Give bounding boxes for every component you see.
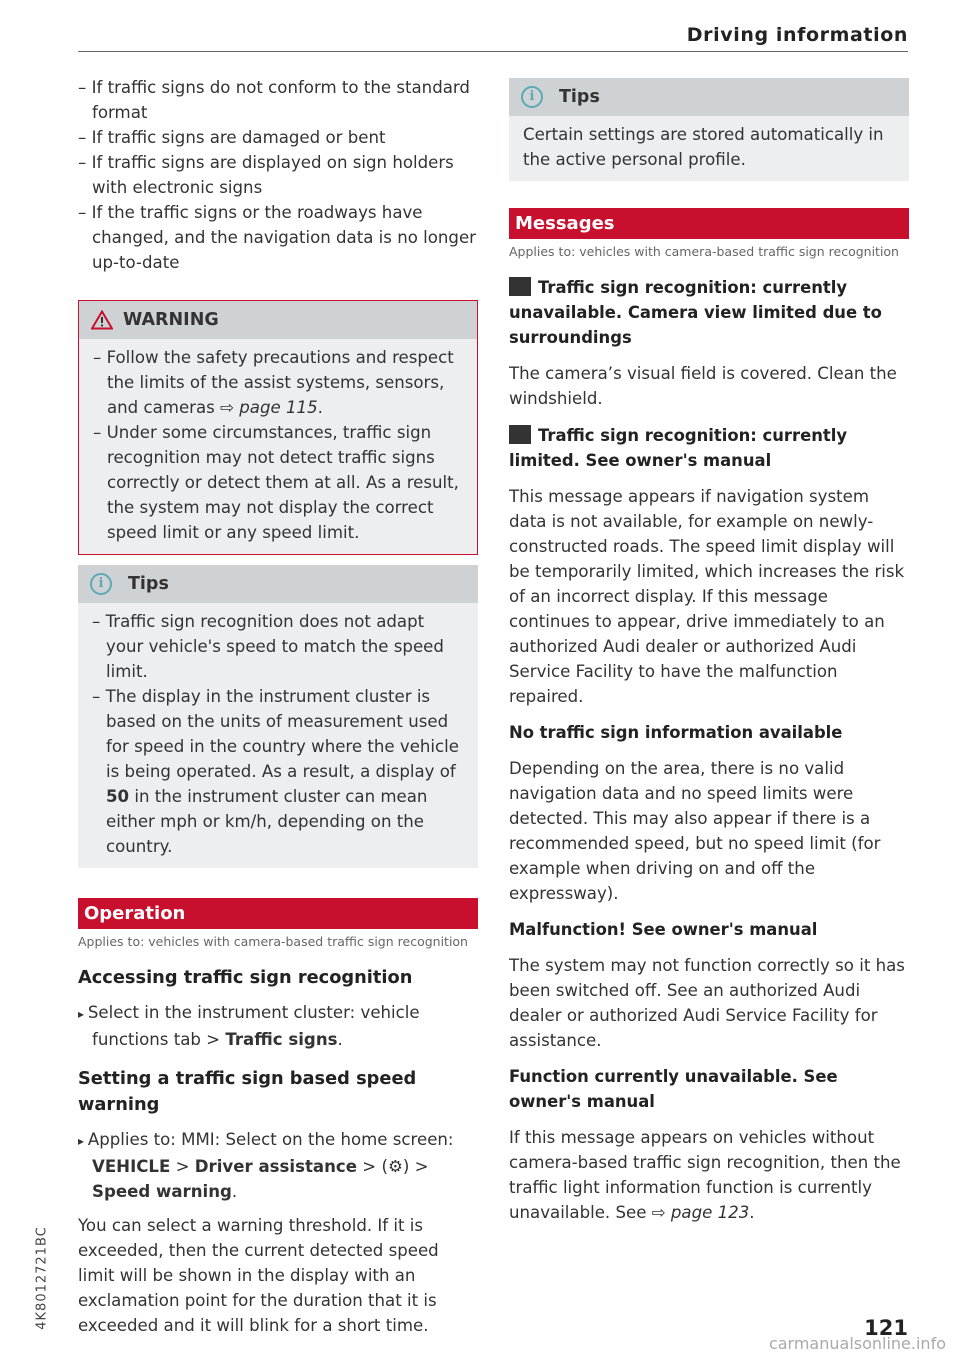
menu-path: Speed warning xyxy=(92,1182,232,1201)
access-step xyxy=(78,1000,478,1052)
separator: ) > xyxy=(402,1157,429,1176)
punctuation: . xyxy=(337,1030,343,1049)
message-heading: Function currently unavailable. See owner's manual xyxy=(509,1067,838,1111)
operation-section-bar xyxy=(78,898,478,929)
separator: > ( xyxy=(357,1157,388,1176)
tips-text: Certain settings are stored automatically in the active personal profile. xyxy=(523,125,884,169)
message-text: The system may not function correctly so it has been switched off. See an authorized Audi dealer or authorized Audi Service Facility for assistance. xyxy=(509,956,905,1050)
message-heading-text: Traffic sign recognition: currently unavailable. Camera view limited due to surroundings xyxy=(509,278,882,347)
warning-body xyxy=(79,339,477,554)
camera-sign-icon xyxy=(509,277,531,296)
tips-body xyxy=(78,603,478,868)
punctuation: . xyxy=(231,1182,238,1201)
tips-item: – Traffic sign recognition does not adapt your vehicle's speed to match the speed limit. xyxy=(92,609,464,684)
setting-step xyxy=(78,1127,478,1204)
tips-header xyxy=(509,78,909,116)
left-column xyxy=(78,75,478,1338)
speed-value: 50 xyxy=(106,787,130,806)
tips-title: Tips xyxy=(128,573,169,594)
intro-list xyxy=(78,75,478,275)
info-icon: i xyxy=(90,573,112,595)
warning-title: WARNING xyxy=(123,309,219,330)
list-item: – If traffic signs are damaged or bent xyxy=(78,125,478,150)
menu-path: Traffic signs xyxy=(225,1030,338,1049)
warning-triangle-icon xyxy=(91,310,113,330)
separator: > xyxy=(170,1157,195,1176)
message-text: This message appears if navigation system data is not available, for example on newly-constructed roads. The speed limit display will be temporarily limited, which increases the risk of an incorrect display. If this message continues to appear, drive immediately to an authorized Audi dealer or authorized Audi Service Facility to have the malfunction repaired. xyxy=(509,487,905,706)
message-heading: Malfunction! See owner's manual xyxy=(509,920,818,939)
info-icon: i xyxy=(521,86,543,108)
messages-section-bar xyxy=(509,208,909,239)
document-code-text: 4K8012721BC xyxy=(34,1226,50,1330)
threshold-paragraph: You can select a warning threshold. If it is exceeded, then the current detected speed limit will be shown in the display with an exclamation point for the duration that it is exceeded and it will blink for a short time. xyxy=(78,1216,439,1335)
messages-applies: Applies to: vehicles with camera-based traffic sign recognition xyxy=(509,244,899,259)
message-text xyxy=(509,1125,909,1225)
message-text: Depending on the area, there is no valid navigation data and no speed limits were detected. This may also appear if there is a recommended speed, but no speed limit (for example when driving on and off the expressway). xyxy=(509,759,881,903)
tips-header xyxy=(78,565,478,603)
list-item: – If the traffic signs or the roadways have changed, and the navigation data is no longer up-to-date xyxy=(78,200,478,275)
warning-item: – Under some circumstances, traffic sign recognition may not detect traffic signs correctly or detect them at all. As a result, the system may not display the correct speed limit or any speed limit. xyxy=(93,420,463,545)
message-heading: No traffic sign information available xyxy=(509,723,843,742)
page-header-title: Driving information xyxy=(686,24,908,46)
document-code xyxy=(32,1228,52,1328)
operation-applies: Applies to: vehicles with camera-based traffic sign recognition xyxy=(78,934,468,949)
menu-path: VEHICLE xyxy=(92,1157,171,1176)
tips-item-text: The display in the instrument cluster is based on the units of measurement used for speed in the country where the vehicle is being operated. As a result, a display of xyxy=(105,687,459,781)
tips-body xyxy=(509,116,909,181)
message-heading-text: Traffic sign recognition: currently limited. See owner's manual xyxy=(509,426,848,470)
page-reference-link[interactable]: ⇨ page 123 xyxy=(651,1203,750,1222)
step-text: Applies to: MMI: Select on the home screen: xyxy=(87,1130,454,1149)
message-text: The camera’s visual field is covered. Clean the windshield. xyxy=(509,364,897,408)
tips-item xyxy=(92,684,464,859)
operation-title: Operation xyxy=(84,903,186,924)
warning-item xyxy=(93,345,463,420)
warning-header xyxy=(79,301,477,339)
step-text: Select in the instrument cluster: vehicle functions tab > xyxy=(87,1003,420,1049)
right-column xyxy=(509,78,909,1225)
setting-heading: Setting a traffic sign based speed warning xyxy=(78,1068,417,1115)
list-item: – If traffic signs do not conform to the standard format xyxy=(78,75,478,125)
message-heading xyxy=(509,275,909,350)
camera-sign-icon xyxy=(509,425,531,444)
tips-box xyxy=(509,78,909,181)
list-item: – If traffic signs are displayed on sign holders with electronic signs xyxy=(78,150,478,200)
tips-box xyxy=(78,565,478,868)
punctuation: . xyxy=(749,1203,755,1222)
message-heading xyxy=(509,423,909,473)
access-heading: Accessing traffic sign recognition xyxy=(78,967,413,988)
tips-item-text: in the instrument cluster can mean either mph or km/h, depending on the country. xyxy=(106,787,428,856)
message-text-body: If this message appears on vehicles without camera-based traffic sign recognition, then the traffic light information function is currently unavailable. See xyxy=(509,1128,901,1222)
menu-path: Driver assistance xyxy=(194,1157,358,1176)
messages-title: Messages xyxy=(515,213,615,234)
header-divider xyxy=(78,51,908,52)
page-number: 121 xyxy=(864,1316,908,1340)
tips-title: Tips xyxy=(559,86,600,107)
page-reference-link[interactable]: ⇨ page 115 xyxy=(220,398,318,417)
gear-icon: ⚙ xyxy=(387,1157,403,1176)
warning-item-text: Follow the safety precautions and respect the limits of the assist systems, sensors, and cameras xyxy=(106,348,454,417)
watermark: carmanualsonline.info xyxy=(768,1334,946,1353)
warning-box xyxy=(78,300,478,555)
punctuation: . xyxy=(317,398,323,417)
